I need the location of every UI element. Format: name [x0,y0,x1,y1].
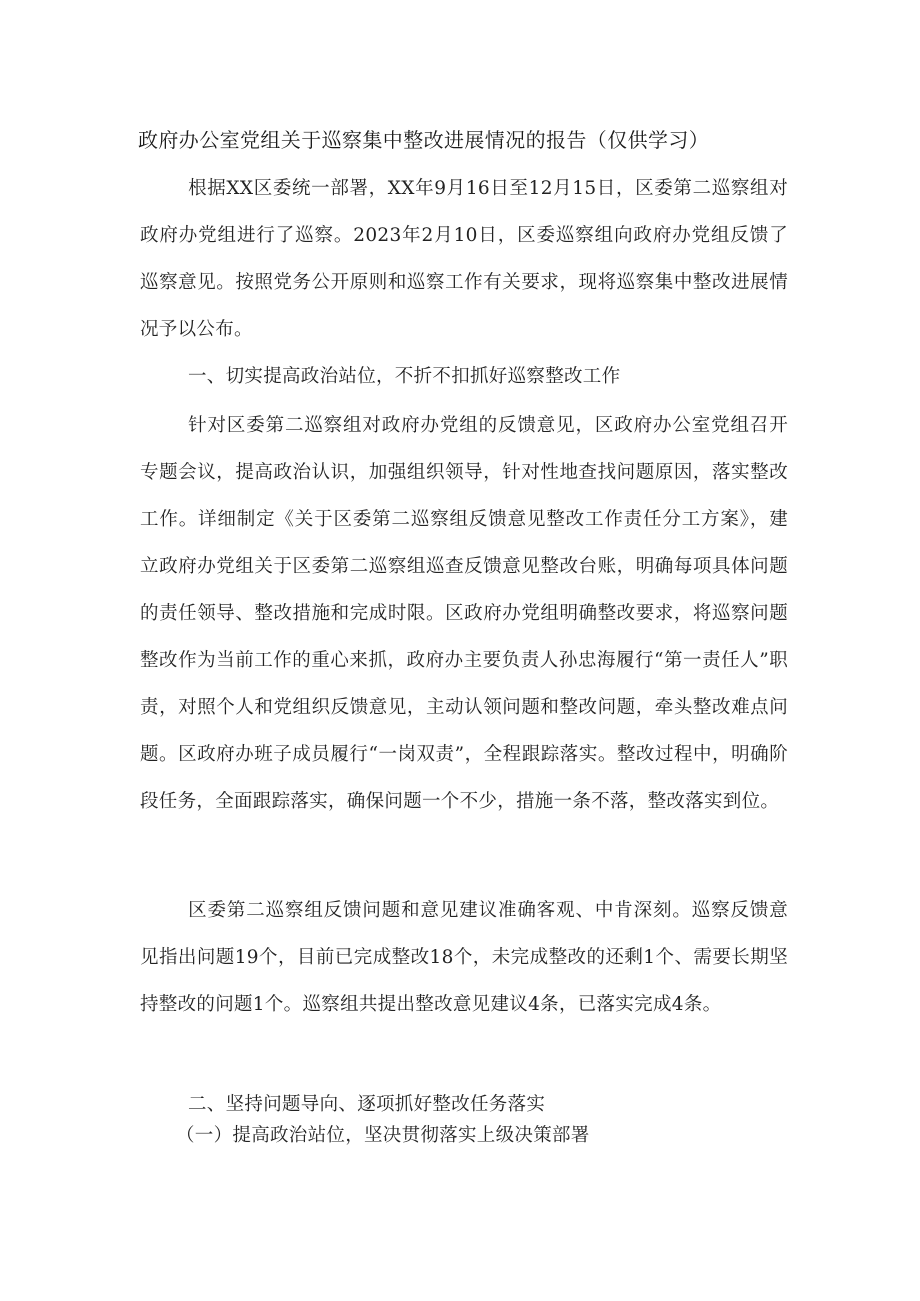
section-one-paragraph-one: 针对区委第二巡察组对政府办党组的反馈意见，区政府办公室党组召开专题会议，提高政治认识，加强组织领导，针对性地查找问题原因，落实整改工作。详细制定《关于区委第二巡察组反馈意见整改工作责任分工方案》，建立政府办党组关于区委第二巡察组巡查反馈意见整改台账，明确每项具体问题的责任领导、整改措施和完成时限。区政府办党组明确整改要求，将巡察问题整改作为当前工作的重心来抓，政府办主要负责人孙忠海履行“第一责任人”职责，对照个人和党组织反馈意见，主动认领问题和整改问题，牵头整改难点问题。区政府办班子成员履行“一岗双责”，全程跟踪落实。整改过程中，明确阶段任务，全面跟踪落实，确保问题一个不少，措施一条不落，整改落实到位。 [140,415,788,812]
document-title: 政府办公室党组关于巡察集中整改进展情况的报告（仅供学习） [138,128,710,152]
section-two-subheading-one: （一）提高政治站位，坚决贯彻落实上级决策部署 [176,1125,590,1146]
intro-paragraph: 根据XX区委统一部署，XX年9月16日至12月15日，区委第二巡察组对政府办党组进行了巡察。2023年2月10日，区委巡察组向政府办党组反馈了巡察意见。按照党务公开原则和巡察工作有关要求，现将巡察集中整改进展情况予以公布。 [140,178,788,340]
section-two-heading: 二、坚持问题导向、逐项抓好整改任务落实 [188,1094,546,1115]
section-one-paragraph-two: 区委第二巡察组反馈问题和意见建议准确客观、中肯深刻。巡察反馈意见指出问题19个，目前已完成整改18个，未完成整改的还剩1个、需要长期坚持整改的问题1个。巡察组共提出整改意见建议4条，已落实完成4条。 [140,900,788,1015]
section-one-heading: 一、切实提高政治站位，不折不扣抓好巡察整改工作 [188,366,621,387]
